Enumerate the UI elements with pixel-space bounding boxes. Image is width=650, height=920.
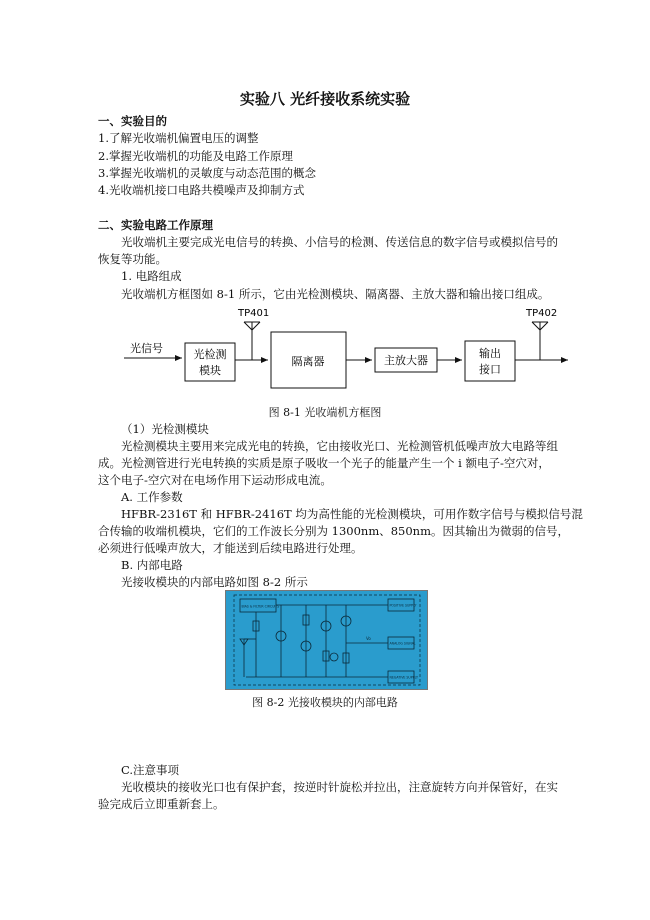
paragraph-line: 光收端机主要完成光电信号的转换、小信号的检测、传送信息的数字信号或模拟信号的 — [121, 235, 558, 249]
tp401-label: TP401 — [238, 308, 270, 319]
tp402-label: TP402 — [526, 308, 558, 319]
paragraph-line: 光收端机方框图如 8-1 所示，它由光检测模块、隔离器、主放大器和输出接口组成。 — [121, 287, 550, 301]
subheading-module: （1）光检测模块 — [121, 422, 209, 436]
negative-supply-label: NEGATIVE SUPPLY — [389, 675, 418, 680]
purpose-item: 1.了解光收端机偏置电压的调整 — [98, 131, 259, 145]
photodetector-label-1: 光检测 — [193, 348, 227, 361]
paragraph-line: 验完成后立即重新套上。 — [98, 797, 225, 811]
subheading-notes: C.注意事项 — [121, 763, 180, 777]
subheading-internal-circuit: B. 内部电路 — [121, 558, 183, 572]
paragraph-line: 合传输的收端机模块，它们的工作波长分别为 1300nm、850nm。因其输出为微弱的信号， — [98, 524, 569, 538]
output-interface-label-2: 接口 — [479, 363, 501, 376]
figure-8-2-caption: 图 8-2 光接收模块的内部电路 — [252, 696, 398, 709]
positive-supply-label: POSITIVE SUPPLY — [389, 603, 417, 608]
analog-signal-label: ANALOG SIGNAL — [389, 641, 416, 646]
paragraph-line: 成。光检测管进行光电转换的实质是原子吸收一个光子的能量产生一个 i 额电子-空穴对， — [98, 456, 550, 470]
paragraph-line: 光检测模块主要用来完成光电的转换，它由接收光口、光检测管机低噪声放大电路等组 — [121, 439, 558, 453]
section-heading-principle: 二、实验电路工作原理 — [98, 218, 213, 232]
photodetector-label-2: 模块 — [199, 364, 221, 377]
main-amplifier-label: 主放大器 — [384, 354, 428, 367]
paragraph-line: 恢复等功能。 — [98, 252, 167, 266]
circuit-schematic — [226, 591, 427, 689]
document-title: 实验八 光纤接收系统实验 — [239, 90, 411, 108]
purpose-item: 4.光收端机接口电路共模噪声及抑制方式 — [98, 183, 305, 197]
paragraph-line: 这个电子-空穴对在电场作用下运动形成电流。 — [98, 473, 332, 487]
output-voltage-label: Vo — [366, 636, 371, 641]
paragraph-line: 光接收模块的内部电路如图 8-2 所示 — [121, 575, 308, 589]
paragraph-line: HFBR-2316T 和 HFBR-2416T 均为高性能的光检测模块，可用作数字信号与模拟信号混 — [121, 507, 583, 521]
purpose-item: 2.掌握光收端机的功能及电路工作原理 — [98, 149, 293, 163]
isolator-label: 隔离器 — [291, 355, 325, 368]
subheading-circuit: 1. 电路组成 — [121, 269, 182, 283]
purpose-item: 3.掌握光收端机的灵敏度与动态范围的概念 — [98, 166, 316, 180]
circuit-photo — [225, 590, 428, 690]
bias-filter-label: BIAS & FILTER CIRCUITS — [241, 604, 280, 609]
output-interface-label-1: 输出 — [479, 347, 501, 360]
subheading-parameters: A. 工作参数 — [121, 490, 183, 504]
block-diagram — [0, 300, 650, 400]
section-heading-purpose: 一、实验目的 — [98, 114, 167, 128]
paragraph-line: 必须进行低噪声放大，才能送到后续电路进行处理。 — [98, 541, 363, 555]
figure-8-1-caption: 图 8-1 光收端机方框图 — [268, 406, 382, 419]
input-label: 光信号 — [130, 342, 163, 355]
paragraph-line: 光收模块的接收光口也有保护套，按逆时针旋松并拉出，注意旋转方向并保管好，在实 — [121, 780, 558, 794]
